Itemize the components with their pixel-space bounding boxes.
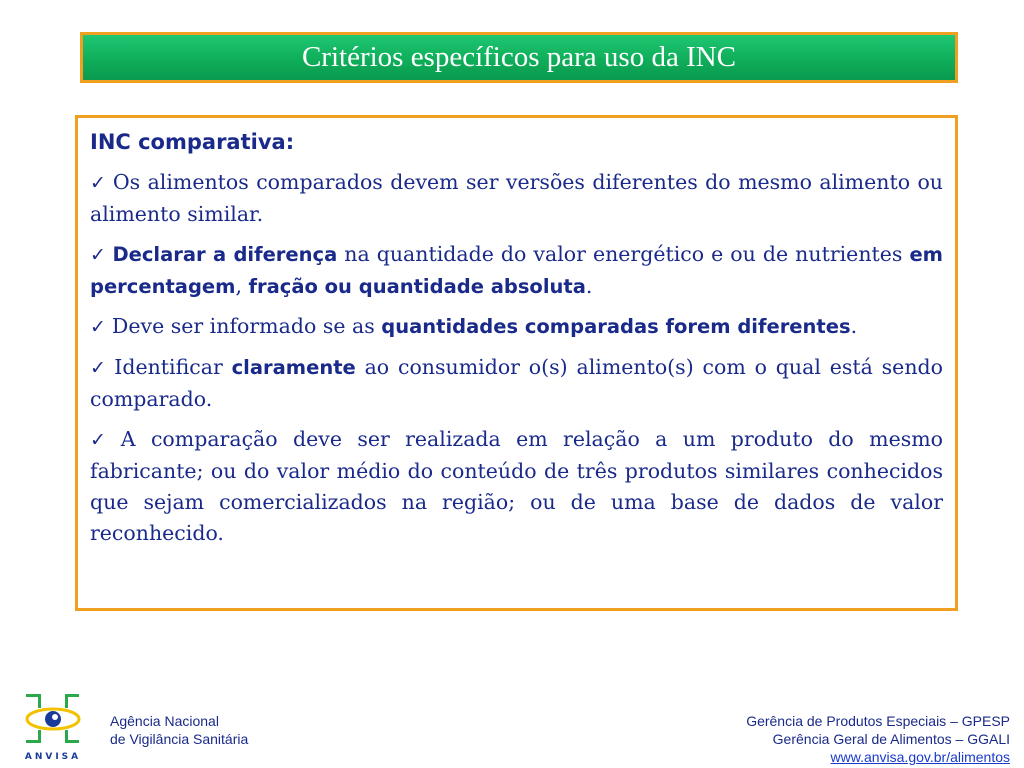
bullet-2-text-1: na quantidade do valor energético e ou de nutrientes — [337, 242, 910, 266]
bullet-4 — [90, 352, 943, 415]
bullet-5-text: A comparação deve ser realizada em relação a um produto do mesmo fabricante; ou do valor médio do conteúdo de três produtos similares conhecidos que sejam comercializados na região; ou de uma base de dados de valor reconhecido. — [90, 427, 943, 545]
checkmark-icon: ✓ — [90, 429, 115, 451]
anvisa-logo — [14, 690, 92, 762]
bullet-4-text-2: ao consumidor o(s) alimento(s) com o qual está sendo comparado. — [90, 355, 943, 411]
checkmark-icon: ✓ — [90, 316, 106, 338]
bullet-2 — [90, 239, 943, 302]
bullet-2-text-3: . — [585, 274, 593, 298]
bullet-2-bold-2: em percentagem — [90, 243, 943, 298]
bullet-3-text-2: . — [850, 314, 858, 338]
agency-name — [110, 712, 248, 748]
bullet-1 — [90, 167, 943, 230]
anvisa-logo-icon — [14, 690, 92, 762]
department-info — [746, 712, 1010, 766]
bullet-2-bold-1: Declarar a diferença — [112, 243, 338, 266]
bullet-4-text-1: Identificar — [114, 355, 232, 379]
slide-title: Critérios específicos para uso da INC — [301, 41, 737, 73]
bullet-3-bold-1: quantidades comparadas forem diferentes — [381, 315, 851, 338]
department-line-2: Gerência Geral de Alimentos – GGALI — [772, 731, 1010, 747]
agency-name-line-1: Agência Nacional — [110, 713, 219, 729]
content-box — [75, 115, 958, 611]
title-banner — [80, 32, 958, 83]
bullet-3-text-1: Deve ser informado se as — [111, 314, 382, 338]
bullet-1-text: Os alimentos comparados devem ser versões diferentes do mesmo alimento ou alimento similar. — [90, 170, 943, 226]
anvisa-link[interactable]: www.anvisa.gov.br/alimentos — [830, 749, 1010, 765]
bullet-5 — [90, 424, 943, 549]
bullet-2-text-2: , — [235, 274, 249, 298]
svg-text:ANVISA: ANVISA — [24, 752, 82, 762]
checkmark-icon: ✓ — [90, 244, 107, 266]
bullet-3 — [90, 311, 943, 343]
bullet-2-bold-3: fração ou quantidade absoluta — [248, 275, 586, 298]
bullet-4-bold-1: claramente — [231, 356, 356, 379]
department-line-1: Gerência de Produtos Especiais – GPESP — [746, 713, 1010, 729]
checkmark-icon: ✓ — [90, 172, 107, 194]
heading-colon: : — [285, 130, 295, 154]
section-heading — [90, 127, 943, 157]
heading-text: INC comparativa — [90, 130, 286, 154]
agency-name-line-2: de Vigilância Sanitária — [110, 731, 249, 747]
checkmark-icon: ✓ — [90, 357, 109, 379]
